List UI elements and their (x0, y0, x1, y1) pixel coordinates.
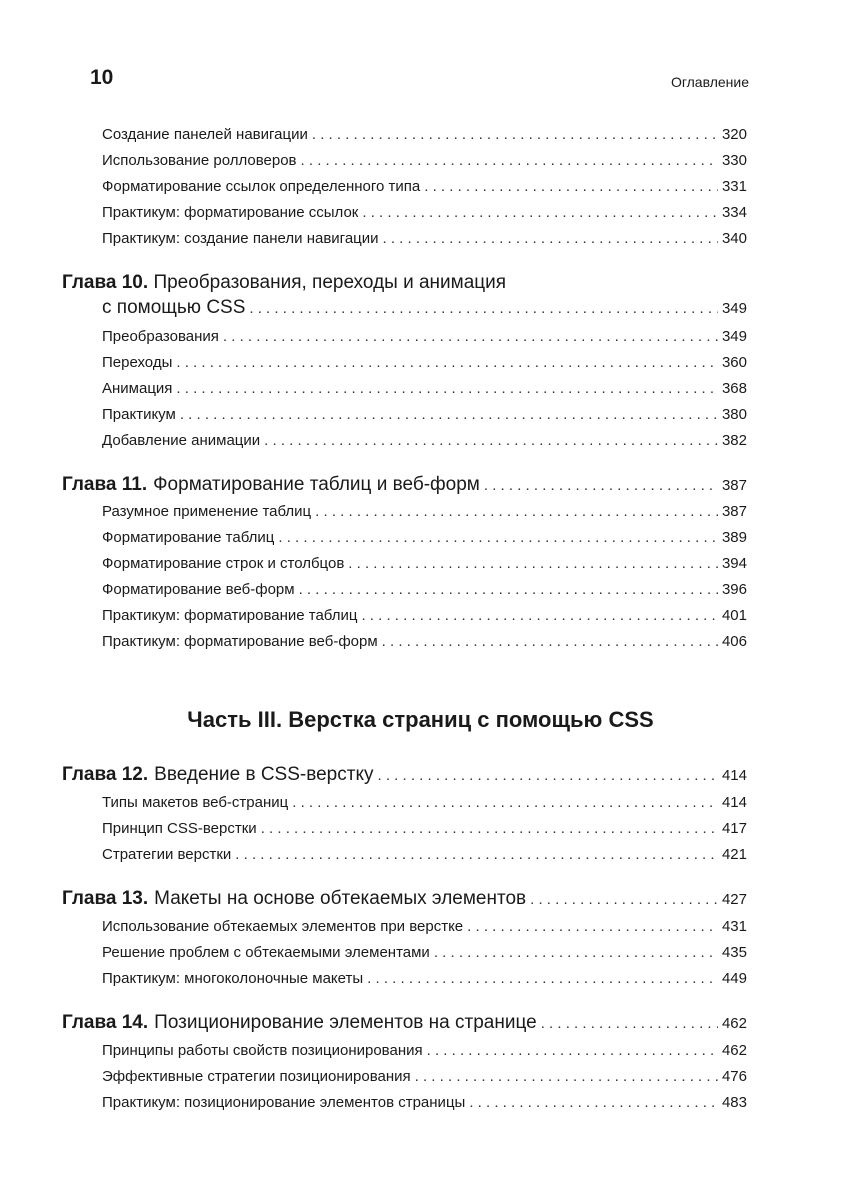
dot-leader (348, 555, 718, 572)
dot-leader (176, 380, 718, 397)
chapter-heading[interactable] (62, 888, 747, 910)
toc-entry-title: Практикум: форматирование таблиц (102, 607, 358, 624)
toc-entry-title: Переходы (102, 354, 173, 371)
toc-entry-title: Преобразования (102, 328, 219, 345)
toc-entry-page: 360 (721, 354, 747, 371)
toc-entry[interactable] (102, 555, 747, 572)
toc-entry[interactable] (102, 1094, 747, 1111)
toc-entry-page: 401 (721, 607, 747, 624)
toc-entry[interactable] (102, 152, 747, 169)
toc-entry-title: Практикум: позиционирование элементов страницы (102, 1094, 466, 1111)
chapter-heading[interactable] (62, 764, 747, 786)
toc-entry-title: Форматирование строк и столбцов (102, 555, 345, 572)
dot-leader (530, 891, 718, 908)
toc-entry[interactable] (102, 970, 747, 987)
toc-entry-title: Использование ролловеров (102, 152, 297, 169)
chapter-page: 427 (721, 891, 747, 908)
dot-leader (292, 794, 718, 811)
dot-leader (434, 944, 718, 961)
dot-leader (362, 204, 718, 221)
toc-entry[interactable] (102, 1042, 747, 1059)
toc-entry-page: 406 (721, 633, 747, 650)
toc-entry-title: Практикум: создание панели навигации (102, 230, 379, 247)
toc-entry[interactable] (102, 204, 747, 221)
dot-leader (176, 354, 718, 371)
toc-entry-title: Принцип CSS-верстки (102, 820, 257, 837)
toc-entry-page: 421 (721, 846, 747, 863)
dot-leader (541, 1015, 718, 1032)
chapter-label: Глава 10. (62, 272, 149, 293)
toc-entry[interactable] (102, 328, 747, 345)
dot-leader (299, 581, 718, 598)
dot-leader (180, 406, 718, 423)
toc-entry[interactable] (102, 126, 747, 143)
dot-leader (427, 1042, 718, 1059)
toc-entry[interactable] (102, 230, 747, 247)
toc-entry[interactable] (102, 794, 747, 811)
toc-entry-title: Стратегии верстки (102, 846, 232, 863)
chapter-title: Введение в CSS-верстку (154, 764, 374, 785)
dot-leader (377, 767, 717, 784)
chapter-heading[interactable] (62, 1012, 747, 1034)
toc-entry-page: 331 (721, 178, 747, 195)
toc-entry-title: Форматирование таблиц (102, 529, 275, 546)
toc-entry-page: 330 (721, 152, 747, 169)
toc-entry-title: Разумное применение таблиц (102, 503, 312, 520)
toc-entry[interactable] (102, 944, 747, 961)
chapter-label: Глава 13. (62, 888, 149, 909)
toc-entry-page: 483 (721, 1094, 747, 1111)
dot-leader (315, 503, 718, 520)
toc-entry-page: 414 (721, 794, 747, 811)
toc-entry-page: 382 (721, 432, 747, 449)
toc-entry-title: Решение проблем с обтекаемыми элементами (102, 944, 430, 961)
toc-entry-page: 417 (721, 820, 747, 837)
toc-entry-page: 435 (721, 944, 747, 961)
toc-entry-title: Добавление анимации (102, 432, 261, 449)
toc-entry-page: 349 (721, 328, 747, 345)
toc-entry-title: Эффективные стратегии позиционирования (102, 1068, 411, 1085)
toc-entry-page: 462 (721, 1042, 747, 1059)
dot-leader (469, 1094, 718, 1111)
chapter-heading[interactable] (62, 272, 506, 294)
toc-entry[interactable] (102, 354, 747, 371)
toc-entry-title: Принципы работы свойств позиционирования (102, 1042, 423, 1059)
dot-leader (383, 230, 718, 247)
dot-leader (235, 846, 718, 863)
dot-leader (382, 633, 718, 650)
chapter-title: Позиционирование элементов на странице (154, 1012, 537, 1033)
toc-entry[interactable] (102, 1068, 747, 1085)
dot-leader (264, 432, 718, 449)
toc-entry-title: Использование обтекаемых элементов при верстке (102, 918, 464, 935)
toc-entry-title: Типы макетов веб-страниц (102, 794, 289, 811)
chapter-heading-continued[interactable] (102, 297, 747, 319)
toc-entry-page: 394 (721, 555, 747, 572)
chapter-page: 414 (721, 767, 747, 784)
toc-entry-page: 368 (721, 380, 747, 397)
toc-entry-page: 389 (721, 529, 747, 546)
toc-entry-title: Форматирование ссылок определенного типа (102, 178, 421, 195)
toc-entry[interactable] (102, 178, 747, 195)
chapter-title: Макеты на основе обтекаемых элементов (154, 888, 527, 909)
toc-entry[interactable] (102, 633, 747, 650)
toc-entry[interactable] (102, 846, 747, 863)
dot-leader (367, 970, 718, 987)
chapter-label: Глава 14. (62, 1012, 149, 1033)
chapter-title: Форматирование таблиц и веб-форм (153, 474, 480, 495)
toc-entry-title: Форматирование веб-форм (102, 581, 295, 598)
toc-entry-title: Практикум: форматирование веб-форм (102, 633, 378, 650)
toc-entry-title: Практикум: форматирование ссылок (102, 204, 359, 221)
chapter-title: Преобразования, переходы и анимация (153, 272, 507, 293)
toc-entry-page: 431 (721, 918, 747, 935)
dot-leader (424, 178, 718, 195)
chapter-heading[interactable] (62, 474, 747, 496)
toc-entry[interactable] (102, 432, 747, 449)
toc-entry-page: 476 (721, 1068, 747, 1085)
toc-entry[interactable] (102, 607, 747, 624)
toc-entry-title: Создание панелей навигации (102, 126, 308, 143)
dot-leader (301, 152, 718, 169)
chapter-page: 462 (721, 1015, 747, 1032)
toc-entry-page: 320 (721, 126, 747, 143)
page-number: 10 (90, 66, 114, 89)
chapter-label: Глава 11. (62, 474, 148, 495)
toc-entry-page: 334 (721, 204, 747, 221)
toc-entry-title: Анимация (102, 380, 173, 397)
chapter-label: Глава 12. (62, 764, 149, 785)
toc-entry[interactable] (102, 918, 747, 935)
toc-entry[interactable] (102, 820, 747, 837)
chapter-title-continued: с помощью CSS (102, 297, 246, 318)
toc-entry-page: 340 (721, 230, 747, 247)
toc-entry-title: Практикум: многоколоночные макеты (102, 970, 364, 987)
dot-leader (223, 328, 718, 345)
toc-entry[interactable] (102, 406, 747, 423)
toc-entry-page: 380 (721, 406, 747, 423)
dot-leader (249, 300, 718, 317)
dot-leader (484, 477, 718, 494)
toc-entry[interactable] (102, 529, 747, 546)
dot-leader (415, 1068, 718, 1085)
toc-entry-page: 387 (721, 503, 747, 520)
chapter-page: 349 (721, 300, 747, 317)
toc-entry-title: Практикум (102, 406, 176, 423)
part-title[interactable]: Часть III. Верстка страниц с помощью CSS (187, 707, 654, 732)
toc-entry[interactable] (102, 503, 747, 520)
dot-leader (261, 820, 718, 837)
toc-entry[interactable] (102, 581, 747, 598)
dot-leader (312, 126, 718, 143)
dot-leader (361, 607, 718, 624)
toc-entry-page: 449 (721, 970, 747, 987)
chapter-page: 387 (721, 477, 747, 494)
toc-entry-page: 396 (721, 581, 747, 598)
toc-entry[interactable] (102, 380, 747, 397)
dot-leader (467, 918, 718, 935)
running-head: Оглавление (670, 74, 749, 90)
dot-leader (278, 529, 718, 546)
